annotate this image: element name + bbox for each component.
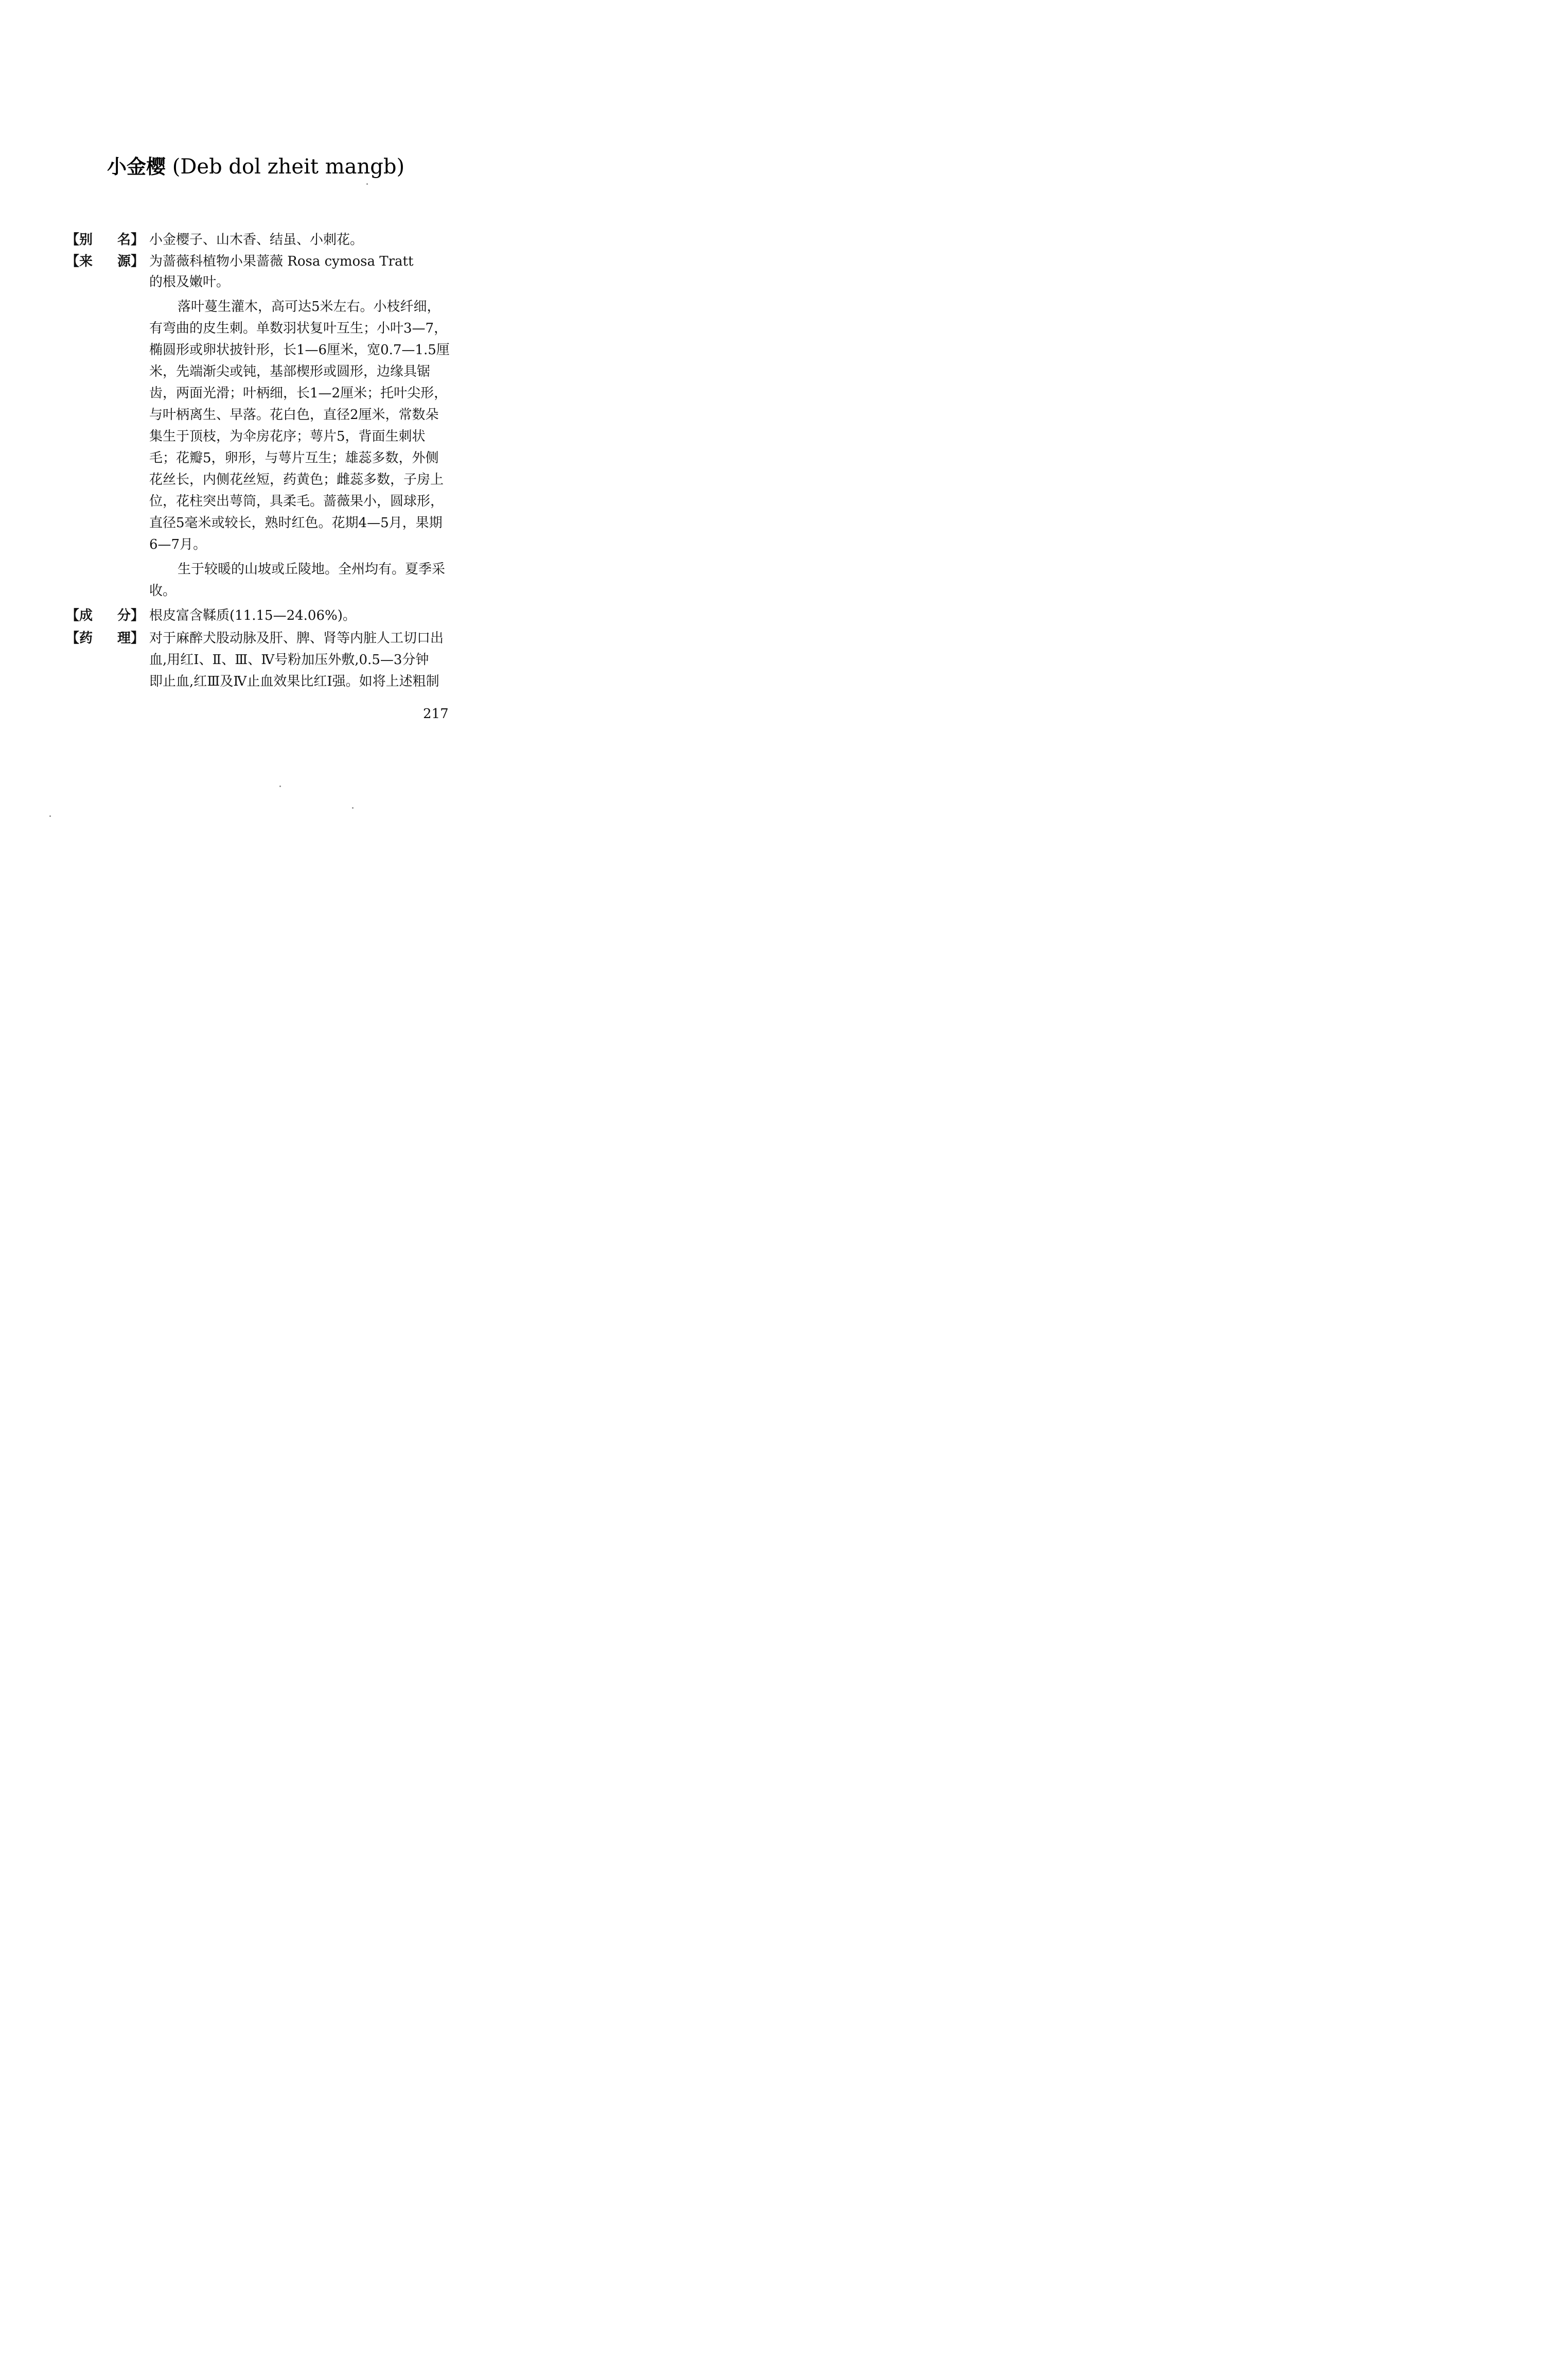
term-alias-close: 名】 bbox=[117, 232, 144, 248]
source-line-2: 的根及嫩叶。 bbox=[149, 274, 230, 290]
habitat-line: 收。 bbox=[149, 583, 177, 599]
description-line: 与叶柄离生、早落。花白色，直径2厘米，常数朵 bbox=[149, 407, 439, 423]
title-latin: (Deb dol zheit mangb) bbox=[172, 155, 405, 179]
description-line: 位，花柱突出萼筒，具柔毛。蔷薇果小，圆球形， bbox=[149, 494, 444, 509]
term-source-close: 源】 bbox=[117, 254, 144, 269]
term-pharmacology bbox=[66, 630, 144, 647]
description-line: 米，先端渐尖或钝，基部楔形或圆形，边缘具锯 bbox=[149, 364, 431, 379]
term-components-open: 【成 bbox=[66, 608, 93, 623]
pharmacology-line: 即止血,红Ⅲ及Ⅳ止血效果比红Ⅰ强。如将上述粗制 bbox=[149, 674, 439, 689]
description-line: 落叶蔓生灌木，高可达5米左右。小枝纤细， bbox=[178, 299, 441, 315]
term-source bbox=[66, 253, 144, 270]
title-chinese: 小金樱 bbox=[107, 155, 166, 178]
components-text: 根皮富含鞣质(11.15—24.06%)。 bbox=[149, 608, 356, 623]
alias-text: 小金樱子、山木香、结虽、小刺花。 bbox=[149, 232, 364, 248]
term-components-close: 分】 bbox=[117, 608, 144, 623]
description-line: 毛；花瓣5，卵形，与萼片互生；雄蕊多数，外侧 bbox=[149, 450, 439, 466]
page-number: 217 bbox=[423, 706, 449, 722]
term-pharmacology-close: 理】 bbox=[117, 631, 144, 646]
term-source-open: 【来 bbox=[66, 254, 93, 269]
term-components bbox=[66, 607, 144, 624]
source-line-1: 为蔷薇科植物小果蔷薇 Rosa cymosa Tratt bbox=[149, 254, 414, 269]
description-line: 直径5毫米或较长，熟时红色。花期4—5月，果期 bbox=[149, 515, 443, 531]
habitat-line: 生于较暖的山坡或丘陵地。全州均有。夏季采 bbox=[178, 562, 446, 577]
description-line: 椭圆形或卵状披针形，长1—6厘米，宽0.7—1.5厘 bbox=[149, 342, 450, 358]
scan-speck bbox=[49, 815, 51, 817]
description-line: 集生于顶枝，为伞房花序；萼片5，背面生刺状 bbox=[149, 429, 426, 444]
pharmacology-line: 对于麻醉犬股动脉及肝、脾、肾等内脏人工切口出 bbox=[149, 631, 444, 646]
description-line: 花丝长，内侧花丝短，药黄色；雌蕊多数，子房上 bbox=[149, 472, 444, 487]
term-pharmacology-open: 【药 bbox=[66, 631, 93, 646]
scan-speck bbox=[366, 183, 368, 185]
scan-speck bbox=[352, 807, 354, 809]
scan-speck bbox=[279, 786, 281, 787]
description-line: 齿，两面光滑；叶柄细，长1—2厘米；托叶尖形， bbox=[149, 386, 448, 401]
description-line: 6—7月。 bbox=[149, 537, 207, 552]
page-title bbox=[107, 154, 404, 179]
term-alias-open: 【别 bbox=[66, 232, 93, 248]
description-line: 有弯曲的皮生刺。单数羽状复叶互生；小叶3—7， bbox=[149, 321, 448, 336]
pharmacology-line: 血,用红Ⅰ、Ⅱ、Ⅲ、Ⅳ号粉加压外敷,0.5—3分钟 bbox=[149, 652, 429, 668]
term-alias bbox=[66, 232, 144, 249]
